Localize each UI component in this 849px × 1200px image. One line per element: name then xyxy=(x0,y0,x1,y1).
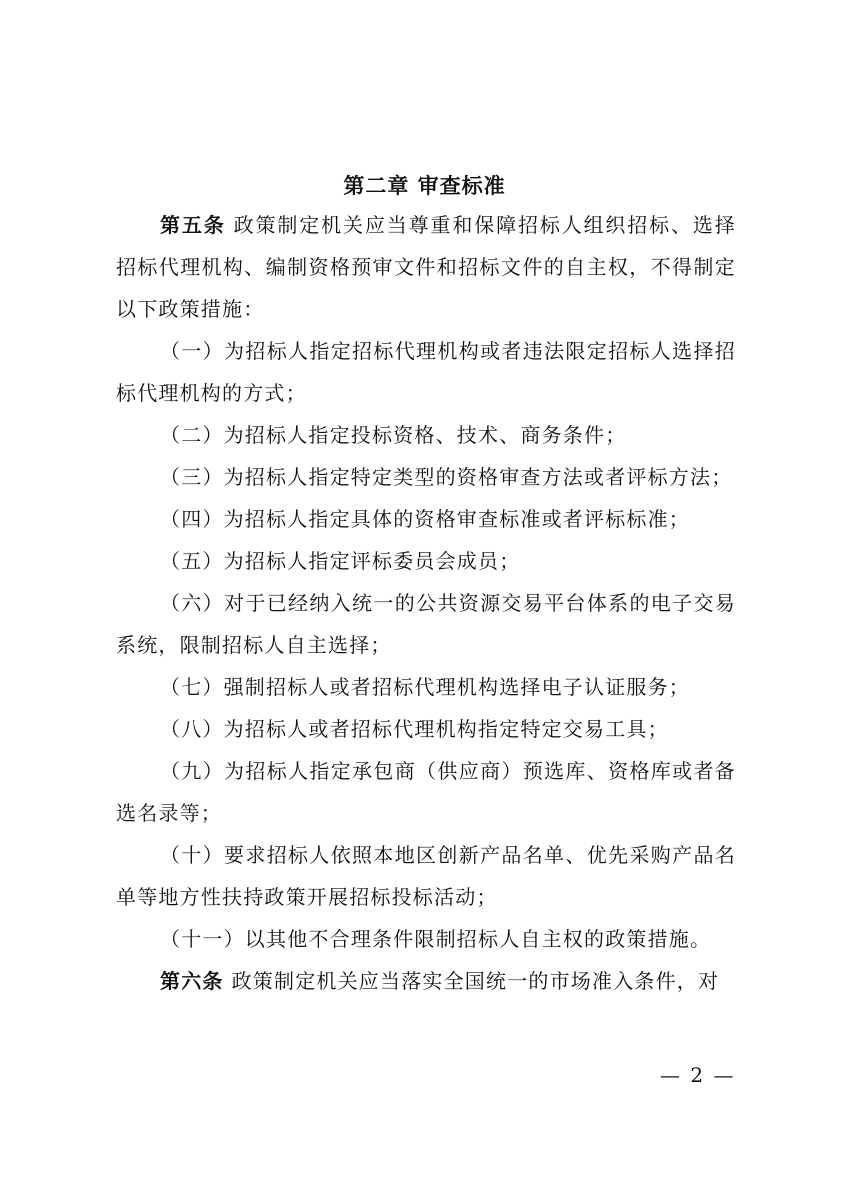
article-5-item-4: （四）为招标人指定具体的资格审查标准或者评标标准； xyxy=(160,507,690,531)
article-5-item-3: （三）为招标人指定特定类型的资格审查方法或者评标方法； xyxy=(160,465,733,489)
article-5-label: 第五条 xyxy=(160,213,226,237)
article-5-item-9: （九）为招标人指定承包商（供应商）预选库、资格库或者备选名录等； xyxy=(116,759,736,825)
article-5-item-10: （十）要求招标人依照本地区创新产品名单、优先采购产品名单等地方性扶持政策开展招标投标活动； xyxy=(116,843,736,909)
article-5-item-2: （二）为招标人指定投标资格、技术、商务条件； xyxy=(160,423,627,447)
article-5-item-1: （一）为招标人指定招标代理机构或者违法限定招标人选择招标代理机构的方式； xyxy=(116,339,736,405)
article-5-text: 政策制定机关应当尊重和保障招标人组织招标、选择招标代理机构、编制资格预审文件和招标文件的自主权，不得制定以下政策措施： xyxy=(116,213,736,321)
chapter-title: 第二章 审查标准 xyxy=(343,174,506,198)
page-number: — 2 — xyxy=(660,1063,736,1087)
article-5-item-8: （八）为招标人或者招标代理机构指定特定交易工具； xyxy=(160,717,669,741)
document-body xyxy=(116,204,736,1002)
article-5-item-5: （五）为招标人指定评标委员会成员； xyxy=(160,549,521,573)
article-5-item-11: （十一）以其他不合理条件限制招标人自主权的政策措施。 xyxy=(160,927,712,951)
article-6-paragraph xyxy=(116,960,736,1002)
article-5-paragraph xyxy=(116,204,736,330)
article-5-item-7: （七）强制招标人或者招标代理机构选择电子认证服务； xyxy=(160,675,690,699)
article-6-label: 第六条 xyxy=(160,969,224,993)
article-5-item-6: （六）对于已经纳入统一的公共资源交易平台体系的电子交易系统，限制招标人自主选择； xyxy=(116,591,736,657)
article-6-text: 政策制定机关应当落实全国统一的市场准入条件，对 xyxy=(231,969,720,993)
